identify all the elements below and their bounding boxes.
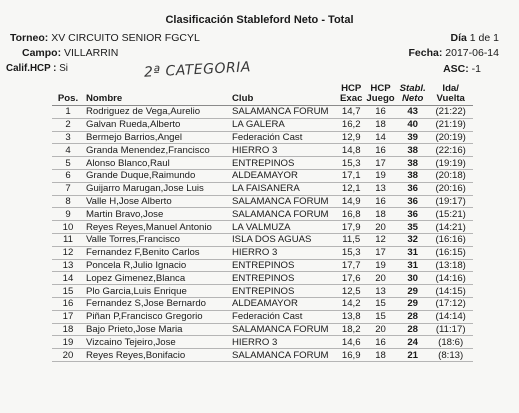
cell-ida: (20:18) bbox=[429, 169, 473, 182]
col-hcp-exac bbox=[338, 84, 364, 106]
cell-neto: 24 bbox=[397, 336, 429, 349]
cell-juego: 19 bbox=[364, 169, 396, 182]
cell-pos: 16 bbox=[52, 297, 84, 310]
col-hcp-juego-line2: Juego bbox=[366, 93, 395, 104]
cell-exac: 12,5 bbox=[338, 285, 364, 298]
cell-club: ALDEAMAYOR bbox=[230, 169, 338, 182]
cell-ida: (14:21) bbox=[429, 221, 473, 234]
cell-nombre: Martin Bravo,Jose bbox=[84, 208, 230, 221]
cell-ida: (14:16) bbox=[429, 272, 473, 285]
cell-exac: 14,8 bbox=[338, 144, 364, 157]
asc-line bbox=[443, 63, 481, 75]
cell-nombre: Valle Torres,Francisco bbox=[84, 233, 230, 246]
cell-pos: 9 bbox=[52, 208, 84, 221]
table-row bbox=[52, 169, 473, 182]
campo-line bbox=[22, 47, 118, 59]
campo-value: VILLARRIN bbox=[64, 47, 119, 59]
col-hcp-exac-line2: Exac bbox=[340, 93, 363, 104]
cell-nombre: Fernandez F,Benito Carlos bbox=[84, 246, 230, 259]
cell-pos: 12 bbox=[52, 246, 84, 259]
cell-juego: 16 bbox=[364, 195, 396, 208]
cell-ida: (14:14) bbox=[429, 310, 473, 323]
calif-line bbox=[6, 63, 68, 74]
col-ida-vuelta bbox=[429, 84, 473, 106]
col-stabl-neto-line1: Stabl. bbox=[399, 83, 426, 94]
cell-club: ISLA DOS AGUAS bbox=[230, 233, 338, 246]
campo-label: Campo: bbox=[22, 47, 62, 59]
handwritten-category-note: 2ª CATEGORIA bbox=[143, 59, 252, 81]
cell-ida: (15:21) bbox=[429, 208, 473, 221]
cell-juego: 14 bbox=[364, 131, 396, 144]
cell-neto: 29 bbox=[397, 297, 429, 310]
cell-pos: 13 bbox=[52, 259, 84, 272]
cell-nombre: Vizcaino Tejeiro,Jose bbox=[84, 336, 230, 349]
col-club: Club bbox=[230, 84, 338, 106]
table-row bbox=[52, 157, 473, 170]
table-row bbox=[52, 182, 473, 195]
table-row bbox=[52, 221, 473, 234]
cell-exac: 14,9 bbox=[338, 195, 364, 208]
cell-club: SALAMANCA FORUM bbox=[230, 195, 338, 208]
torneo-label: Torneo: bbox=[10, 32, 49, 44]
table-row bbox=[52, 118, 473, 131]
cell-exac: 16,9 bbox=[338, 349, 364, 362]
cell-pos: 6 bbox=[52, 169, 84, 182]
cell-juego: 15 bbox=[364, 297, 396, 310]
cell-neto: 39 bbox=[397, 131, 429, 144]
calif-label: Calif.HCP : bbox=[6, 63, 57, 74]
cell-neto: 38 bbox=[397, 169, 429, 182]
cell-neto: 36 bbox=[397, 182, 429, 195]
cell-club: Federación Cast bbox=[230, 310, 338, 323]
dia-value: 1 de 1 bbox=[469, 32, 499, 44]
cell-juego: 17 bbox=[364, 246, 396, 259]
cell-pos: 4 bbox=[52, 144, 84, 157]
cell-juego: 13 bbox=[364, 182, 396, 195]
col-hcp-juego bbox=[364, 84, 396, 106]
cell-nombre: Lopez Gimenez,Blanca bbox=[84, 272, 230, 285]
cell-ida: (19:19) bbox=[429, 157, 473, 170]
col-hcp-juego-line1: HCP bbox=[370, 83, 391, 94]
cell-ida: (18:6) bbox=[429, 336, 473, 349]
asc-label: ASC: bbox=[443, 63, 469, 75]
cell-pos: 2 bbox=[52, 118, 84, 131]
asc-value: -1 bbox=[471, 63, 481, 75]
cell-nombre: Piñan P,Francisco Gregorio bbox=[84, 310, 230, 323]
cell-exac: 14,6 bbox=[338, 336, 364, 349]
cell-neto: 38 bbox=[397, 157, 429, 170]
cell-juego: 18 bbox=[364, 118, 396, 131]
cell-exac: 14,2 bbox=[338, 297, 364, 310]
cell-nombre: Reyes Reyes,Bonifacio bbox=[84, 349, 230, 362]
cell-pos: 5 bbox=[52, 157, 84, 170]
cell-club: HIERRO 3 bbox=[230, 336, 338, 349]
cell-club: LA FAISANERA bbox=[230, 182, 338, 195]
fecha-value: 2017-06-14 bbox=[445, 47, 499, 59]
cell-ida: (20:19) bbox=[429, 131, 473, 144]
cell-neto: 36 bbox=[397, 208, 429, 221]
cell-neto: 35 bbox=[397, 221, 429, 234]
cell-pos: 15 bbox=[52, 285, 84, 298]
cell-nombre: Reyes Reyes,Manuel Antonio bbox=[84, 221, 230, 234]
cell-exac: 11,5 bbox=[338, 233, 364, 246]
cell-nombre: Bermejo Barrios,Angel bbox=[84, 131, 230, 144]
page-title: Clasificación Stableford Neto - Total bbox=[165, 14, 354, 26]
cell-club: ENTREPINOS bbox=[230, 272, 338, 285]
table-row bbox=[52, 246, 473, 259]
col-stabl-neto-line2: Neto bbox=[402, 93, 424, 104]
cell-ida: (13:18) bbox=[429, 259, 473, 272]
fecha-line bbox=[409, 47, 499, 59]
table-row bbox=[52, 297, 473, 310]
cell-neto: 21 bbox=[397, 349, 429, 362]
cell-exac: 18,2 bbox=[338, 323, 364, 336]
cell-exac: 12,1 bbox=[338, 182, 364, 195]
cell-pos: 14 bbox=[52, 272, 84, 285]
col-ida-vuelta-line2: Vuelta bbox=[436, 93, 465, 104]
cell-nombre: Valle H,Jose Alberto bbox=[84, 195, 230, 208]
cell-club: ENTREPINOS bbox=[230, 285, 338, 298]
cell-ida: (14:15) bbox=[429, 285, 473, 298]
cell-nombre: Galvan Rueda,Alberto bbox=[84, 118, 230, 131]
results-body bbox=[52, 106, 473, 362]
cell-juego: 20 bbox=[364, 221, 396, 234]
cell-pos: 1 bbox=[52, 106, 84, 119]
calif-value: Si bbox=[59, 63, 68, 74]
cell-ida: (11:17) bbox=[429, 323, 473, 336]
fecha-label: Fecha: bbox=[408, 47, 443, 59]
cell-juego: 19 bbox=[364, 259, 396, 272]
cell-club: Federación Cast bbox=[230, 131, 338, 144]
cell-juego: 16 bbox=[364, 144, 396, 157]
cell-nombre: Rodriguez de Vega,Aurelio bbox=[84, 106, 230, 119]
cell-juego: 20 bbox=[364, 323, 396, 336]
cell-exac: 17,7 bbox=[338, 259, 364, 272]
cell-ida: (21:19) bbox=[429, 118, 473, 131]
table-row bbox=[52, 233, 473, 246]
col-ida-vuelta-line1: Ida/ bbox=[442, 83, 459, 94]
cell-club: ENTREPINOS bbox=[230, 259, 338, 272]
cell-ida: (19:17) bbox=[429, 195, 473, 208]
cell-exac: 16,2 bbox=[338, 118, 364, 131]
cell-juego: 16 bbox=[364, 106, 396, 119]
cell-neto: 32 bbox=[397, 233, 429, 246]
col-stabl-neto bbox=[397, 84, 429, 106]
cell-pos: 20 bbox=[52, 349, 84, 362]
cell-exac: 16,8 bbox=[338, 208, 364, 221]
cell-exac: 12,9 bbox=[338, 131, 364, 144]
cell-exac: 15,3 bbox=[338, 157, 364, 170]
table-row bbox=[52, 349, 473, 362]
table-row bbox=[52, 106, 473, 119]
col-hcp-exac-line1: HCP bbox=[341, 83, 362, 94]
cell-juego: 15 bbox=[364, 310, 396, 323]
cell-pos: 10 bbox=[52, 221, 84, 234]
cell-pos: 7 bbox=[52, 182, 84, 195]
cell-pos: 19 bbox=[52, 336, 84, 349]
cell-nombre: Bajo Prieto,Jose Maria bbox=[84, 323, 230, 336]
cell-juego: 18 bbox=[364, 349, 396, 362]
cell-nombre: Alonso Blanco,Raul bbox=[84, 157, 230, 170]
cell-neto: 30 bbox=[397, 272, 429, 285]
cell-neto: 31 bbox=[397, 246, 429, 259]
cell-pos: 17 bbox=[52, 310, 84, 323]
cell-club: ENTREPINOS bbox=[230, 157, 338, 170]
results-table bbox=[52, 84, 473, 362]
col-nombre: Nombre bbox=[84, 84, 230, 106]
cell-ida: (16:15) bbox=[429, 246, 473, 259]
cell-pos: 11 bbox=[52, 233, 84, 246]
cell-nombre: Poncela R,Julio Ignacio bbox=[84, 259, 230, 272]
cell-exac: 17,9 bbox=[338, 221, 364, 234]
cell-nombre: Granda Menendez,Francisco bbox=[84, 144, 230, 157]
cell-ida: (17:12) bbox=[429, 297, 473, 310]
cell-pos: 18 bbox=[52, 323, 84, 336]
table-header-row bbox=[52, 84, 473, 106]
cell-juego: 18 bbox=[364, 208, 396, 221]
table-row bbox=[52, 323, 473, 336]
cell-pos: 8 bbox=[52, 195, 84, 208]
table-row bbox=[52, 310, 473, 323]
cell-club: SALAMANCA FORUM bbox=[230, 323, 338, 336]
cell-ida: (20:16) bbox=[429, 182, 473, 195]
table-row bbox=[52, 144, 473, 157]
cell-ida: (16:16) bbox=[429, 233, 473, 246]
table-row bbox=[52, 208, 473, 221]
dia-label: Día bbox=[450, 32, 467, 44]
cell-club: HIERRO 3 bbox=[230, 144, 338, 157]
cell-ida: (22:16) bbox=[429, 144, 473, 157]
torneo-line bbox=[10, 32, 200, 44]
torneo-value: XV CIRCUITO SENIOR FGCYL bbox=[51, 32, 200, 44]
cell-club: SALAMANCA FORUM bbox=[230, 208, 338, 221]
cell-neto: 31 bbox=[397, 259, 429, 272]
cell-juego: 13 bbox=[364, 285, 396, 298]
cell-juego: 20 bbox=[364, 272, 396, 285]
cell-club: SALAMANCA FORUM bbox=[230, 106, 338, 119]
table-row bbox=[52, 195, 473, 208]
table-row bbox=[52, 285, 473, 298]
cell-nombre: Guijarro Marugan,Jose Luis bbox=[84, 182, 230, 195]
cell-club: LA VALMUZA bbox=[230, 221, 338, 234]
cell-nombre: Grande Duque,Raimundo bbox=[84, 169, 230, 182]
table-row bbox=[52, 336, 473, 349]
cell-juego: 17 bbox=[364, 157, 396, 170]
cell-club: LA GALERA bbox=[230, 118, 338, 131]
cell-juego: 12 bbox=[364, 233, 396, 246]
cell-neto: 28 bbox=[397, 310, 429, 323]
cell-exac: 17,1 bbox=[338, 169, 364, 182]
cell-nombre: Fernandez S,Jose Bernardo bbox=[84, 297, 230, 310]
col-pos: Pos. bbox=[52, 84, 84, 106]
cell-nombre: Plo Garcia,Luis Enrique bbox=[84, 285, 230, 298]
cell-neto: 38 bbox=[397, 144, 429, 157]
cell-neto: 29 bbox=[397, 285, 429, 298]
cell-exac: 17,6 bbox=[338, 272, 364, 285]
table-row bbox=[52, 259, 473, 272]
cell-club: SALAMANCA FORUM bbox=[230, 349, 338, 362]
table-row bbox=[52, 131, 473, 144]
cell-ida: (21:22) bbox=[429, 106, 473, 119]
cell-exac: 15,3 bbox=[338, 246, 364, 259]
cell-pos: 3 bbox=[52, 131, 84, 144]
dia-line bbox=[451, 32, 499, 44]
table-row bbox=[52, 272, 473, 285]
cell-club: ALDEAMAYOR bbox=[230, 297, 338, 310]
cell-club: HIERRO 3 bbox=[230, 246, 338, 259]
cell-neto: 43 bbox=[397, 106, 429, 119]
cell-ida: (8:13) bbox=[429, 349, 473, 362]
cell-juego: 16 bbox=[364, 336, 396, 349]
cell-neto: 36 bbox=[397, 195, 429, 208]
cell-exac: 13,8 bbox=[338, 310, 364, 323]
cell-neto: 40 bbox=[397, 118, 429, 131]
cell-exac: 14,7 bbox=[338, 106, 364, 119]
cell-neto: 28 bbox=[397, 323, 429, 336]
